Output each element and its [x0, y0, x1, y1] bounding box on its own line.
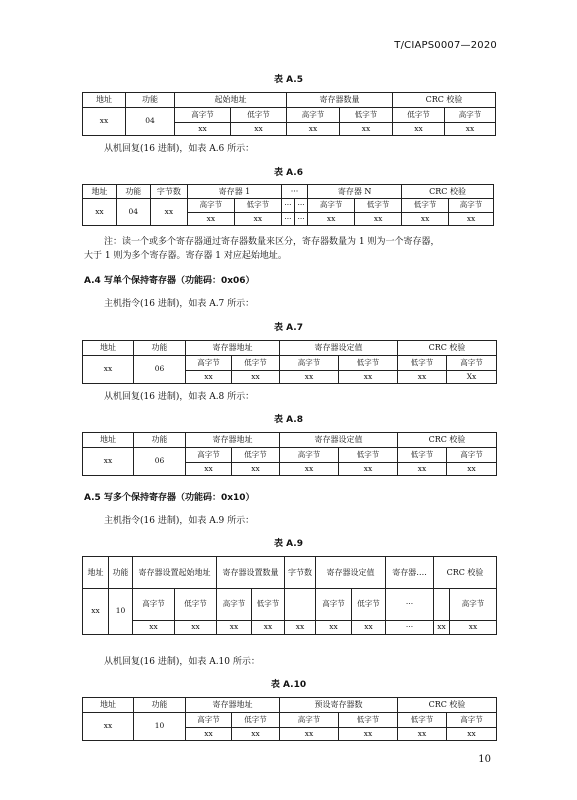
subheader-cell: 低字节 [352, 589, 386, 621]
value-cell: xx [339, 463, 398, 476]
paragraph: 从机回复(16 进制)，如表 A.8 所示： [104, 392, 255, 402]
header-cell: 寄存器地址 [186, 341, 280, 356]
subheader-cell: 高字节 [187, 199, 234, 213]
subheader-cell: 低字节 [355, 199, 402, 213]
subheader-cell: 高字节 [447, 713, 497, 728]
subheader-cell: 高字节 [280, 713, 339, 728]
cell-address: xx [83, 199, 117, 226]
header-cell: CRC 校验 [398, 341, 497, 356]
value-cell: xx [316, 621, 352, 635]
subheader-cell: 低字节 [234, 199, 281, 213]
value-cell: xx [398, 463, 447, 476]
header-cell: 寄存器地址 [186, 433, 280, 448]
value-cell: xx [280, 463, 339, 476]
cell-byte-count: xx [150, 199, 187, 226]
page-number: 10 [478, 754, 491, 765]
document-header: T/CIAPS0007—2020 [394, 40, 497, 51]
header-cell: 字节数 [285, 557, 316, 589]
subheader-cell: 高字节 [186, 356, 232, 371]
table-a9 [82, 556, 497, 635]
note-line: 大于 1 则为多个寄存器。寄存器 1 对应起始地址。 [84, 251, 287, 261]
value-cell: xx [280, 728, 339, 741]
table-a6-caption: 表 A.6 [274, 168, 303, 178]
value-cell: xx [352, 621, 386, 635]
subheader-cell: 高字节 [316, 589, 352, 621]
note-line: 注：读一个或多个寄存器通过寄存器数量来区分，寄存器数量为 1 则为一个寄存器， [104, 237, 440, 247]
subheader-cell: 低字节 [398, 356, 447, 371]
header-cell: 地址 [83, 341, 134, 356]
subheader-cell: 高字节 [449, 199, 494, 213]
table-a6 [82, 184, 494, 226]
subheader-cell: 低字节 [232, 713, 280, 728]
header-cell: CRC 校验 [402, 185, 494, 199]
subheader-cell: ··· [386, 589, 434, 621]
value-cell: ··· [281, 213, 294, 226]
header-cell: 地址 [83, 698, 134, 713]
value-cell: xx [231, 123, 287, 136]
subheader-cell: 高字节 [175, 108, 231, 123]
subheader-cell: 低字节 [232, 356, 280, 371]
value-cell: xx [447, 728, 497, 741]
value-cell: xx [339, 371, 398, 384]
header-cell: 功能 [109, 557, 133, 589]
value-cell: xx [308, 213, 355, 226]
header-cell: 寄存器设定值 [280, 341, 398, 356]
value-cell: xx [434, 621, 450, 635]
value-cell: xx [234, 213, 281, 226]
subheader-cell: 低字节 [402, 199, 449, 213]
subheader-cell: 低字节 [175, 589, 217, 621]
subheader-cell: 高字节 [447, 356, 497, 371]
value-cell: xx [186, 728, 232, 741]
subheader-cell: 低字节 [339, 713, 398, 728]
subheader-cell: 高字节 [280, 356, 339, 371]
cell-address: xx [83, 108, 126, 136]
subheader-cell: 高字节 [217, 589, 252, 621]
header-cell: 功能 [116, 185, 150, 199]
subheader-cell: 高字节 [287, 108, 340, 123]
cell-address: xx [83, 589, 109, 635]
header-cell: 寄存器设定值 [316, 557, 386, 589]
value-cell: xx [287, 123, 340, 136]
header-cell: 功能 [126, 93, 175, 108]
value-cell: xx [252, 621, 285, 635]
subheader-cell: ··· [281, 199, 294, 213]
header-cell: CRC 校验 [393, 93, 496, 108]
header-cell: 功能 [134, 341, 186, 356]
subheader-cell: 低字节 [339, 356, 398, 371]
header-cell: ··· [281, 185, 307, 199]
value-cell: xx [398, 728, 447, 741]
value-cell: xx [285, 621, 316, 635]
paragraph: 主机指令(16 进制)，如表 A.9 所示： [104, 516, 255, 526]
value-cell: xx [450, 621, 497, 635]
header-cell: CRC 校验 [398, 698, 497, 713]
value-cell: xx [340, 123, 393, 136]
subheader-cell: 低字节 [393, 108, 445, 123]
value-cell: ··· [386, 621, 434, 635]
subheader-cell [434, 589, 450, 621]
header-cell: 预设寄存器数 [280, 698, 398, 713]
cell-function: 04 [116, 199, 150, 226]
value-cell: Xx [447, 371, 497, 384]
header-cell: 字节数 [150, 185, 187, 199]
value-cell: xx [186, 371, 232, 384]
subheader-cell: 高字节 [447, 448, 497, 463]
value-cell: xx [232, 371, 280, 384]
header-cell: 起始地址 [175, 93, 287, 108]
table-a10-caption: 表 A.10 [270, 680, 307, 690]
header-cell: 地址 [83, 433, 134, 448]
header-cell: 地址 [83, 93, 126, 108]
paragraph: 从机回复(16 进制)，如表 A.6 所示： [104, 144, 255, 154]
cell-address: xx [83, 356, 134, 384]
cell-address: xx [83, 448, 134, 476]
subheader-cell: 高字节 [133, 589, 175, 621]
cell-function: 04 [126, 108, 175, 136]
subheader-cell: 高字节 [186, 448, 232, 463]
header-cell: 寄存器 1 [187, 185, 281, 199]
section-heading-a4: A.4 写单个保持寄存器（功能码：0x06） [84, 276, 255, 286]
header-cell: 寄存器…. [386, 557, 434, 589]
value-cell: xx [447, 463, 497, 476]
value-cell: xx [402, 213, 449, 226]
cell-function: 10 [109, 589, 133, 635]
subheader-cell: 高字节 [445, 108, 496, 123]
cell-function: 06 [134, 448, 186, 476]
table-a10 [82, 697, 497, 741]
subheader-cell: 低字节 [340, 108, 393, 123]
header-cell: 寄存器设置起始地址 [133, 557, 217, 589]
paragraph: 主机指令(16 进制)，如表 A.7 所示： [104, 299, 255, 309]
value-cell: xx [217, 621, 252, 635]
section-heading-a5: A.5 写多个保持寄存器（功能码：0x10） [84, 493, 255, 503]
table-a5-caption: 表 A.5 [274, 75, 303, 85]
value-cell: xx [393, 123, 445, 136]
header-cell: 寄存器设定值 [280, 433, 398, 448]
value-cell: xx [355, 213, 402, 226]
table-a9-caption: 表 A.9 [274, 539, 303, 549]
subheader-cell: 高字节 [450, 589, 497, 621]
header-cell: 寄存器设置数量 [217, 557, 285, 589]
subheader-cell: 高字节 [280, 448, 339, 463]
subheader-cell: 低字节 [231, 108, 287, 123]
table-a7 [82, 340, 497, 384]
subheader-cell: 低字节 [252, 589, 285, 621]
header-cell: 地址 [83, 557, 109, 589]
table-a7-caption: 表 A.7 [274, 323, 303, 333]
value-cell: xx [339, 728, 398, 741]
subheader-cell [285, 589, 316, 621]
value-cell: xx [175, 123, 231, 136]
value-cell: xx [232, 463, 280, 476]
table-a8 [82, 432, 497, 476]
cell-function: 06 [134, 356, 186, 384]
table-a8-caption: 表 A.8 [274, 415, 303, 425]
subheader-cell: 低字节 [232, 448, 280, 463]
value-cell: xx [398, 371, 447, 384]
header-cell: 地址 [83, 185, 117, 199]
value-cell: xx [133, 621, 175, 635]
paragraph: 从机回复(16 进制)，如表 A.10 所示： [104, 657, 260, 667]
subheader-cell: 低字节 [398, 448, 447, 463]
header-cell: 寄存器 N [308, 185, 402, 199]
value-cell: xx [445, 123, 496, 136]
value-cell: xx [175, 621, 217, 635]
subheader-cell: 高字节 [186, 713, 232, 728]
header-cell: 寄存器数量 [287, 93, 393, 108]
value-cell: ··· [295, 213, 308, 226]
header-cell: 寄存器地址 [186, 698, 280, 713]
cell-function: 10 [134, 713, 186, 741]
value-cell: xx [187, 213, 234, 226]
header-cell: 功能 [134, 433, 186, 448]
header-cell: CRC 校验 [398, 433, 497, 448]
header-cell: 功能 [134, 698, 186, 713]
subheader-cell: 低字节 [398, 713, 447, 728]
cell-address: xx [83, 713, 134, 741]
value-cell: xx [449, 213, 494, 226]
table-a5 [82, 92, 496, 136]
value-cell: xx [280, 371, 339, 384]
subheader-cell: 低字节 [339, 448, 398, 463]
subheader-cell: 高字节 [308, 199, 355, 213]
value-cell: xx [186, 463, 232, 476]
header-cell: CRC 校验 [434, 557, 497, 589]
subheader-cell: ··· [295, 199, 308, 213]
value-cell: xx [232, 728, 280, 741]
